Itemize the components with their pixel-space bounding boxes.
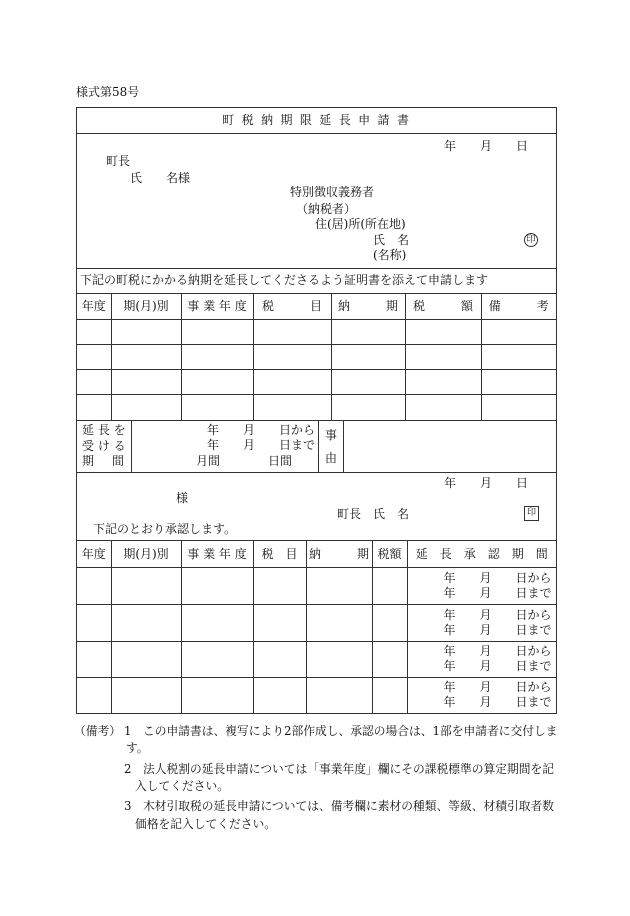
addressee: 町長 bbox=[106, 154, 131, 168]
header-tax-amount: 税額 bbox=[372, 541, 407, 567]
period-from: 年 月 日から bbox=[443, 607, 552, 622]
approval-statement: 下記のとおり承認します。 bbox=[93, 522, 237, 536]
table-cell bbox=[253, 567, 306, 604]
name-alt-label: (名称) bbox=[373, 248, 407, 262]
table-cell bbox=[181, 567, 253, 604]
table-cell bbox=[181, 394, 253, 420]
reason-cell bbox=[344, 421, 556, 472]
table-cell bbox=[253, 677, 306, 713]
period-from: 年 月 日から bbox=[443, 644, 552, 658]
header-tax-item: 税 目 bbox=[253, 541, 306, 567]
table-cell bbox=[181, 677, 253, 713]
note-text: この申請書は、複写により2部作成し、承認の場合は、1部を申請者に交付しま bbox=[143, 724, 558, 738]
request-statement: 下記の町税にかかる納期を延長してくださるよう証明書を添えて申請します bbox=[80, 273, 489, 287]
table-header-row bbox=[77, 541, 556, 567]
period-from: 年 月 日から bbox=[443, 570, 552, 585]
table-cell bbox=[77, 677, 111, 713]
header-tax-item: 税 目 bbox=[253, 294, 331, 319]
address-label: 住(居)所(所在地) bbox=[315, 217, 406, 231]
note-text: 価格を記入してください。 bbox=[135, 817, 276, 831]
table-cell bbox=[181, 344, 253, 369]
approval-date: 年 月 日 bbox=[444, 476, 529, 490]
table-cell bbox=[111, 369, 181, 394]
note-text: す。 bbox=[126, 741, 149, 755]
table-cell bbox=[77, 567, 111, 604]
table-cell bbox=[481, 319, 556, 344]
table-cell bbox=[111, 641, 181, 677]
approval-addressee-suffix: 様 bbox=[176, 491, 189, 505]
official-seal-icon: 印 bbox=[524, 506, 539, 521]
note-number: 1 bbox=[124, 724, 132, 738]
applicant-role: 特別徴収義務者 bbox=[290, 185, 375, 199]
table-row bbox=[77, 319, 556, 344]
table-cell bbox=[111, 567, 181, 604]
note-text: 法人税割の延長申請については「事業年度」欄にその課税標準の算定期間を記 bbox=[143, 762, 555, 776]
table-cell bbox=[253, 604, 306, 641]
extension-from: 年 月 日から bbox=[207, 423, 316, 437]
header-business-year: 事 業 年 度 bbox=[181, 541, 253, 567]
extension-label-line: 延 長 を bbox=[82, 423, 126, 437]
table-cell bbox=[253, 394, 331, 420]
table-cell bbox=[331, 369, 405, 394]
table-cell bbox=[372, 567, 407, 604]
extension-label-line: 受 け る bbox=[82, 439, 126, 453]
approver-label: 町長 氏 名 bbox=[337, 507, 410, 521]
applicant-role-alt: （納税者） bbox=[296, 202, 357, 216]
table-cell bbox=[253, 369, 331, 394]
note-number: 3 bbox=[124, 799, 132, 813]
extension-period-section bbox=[77, 421, 556, 473]
header-business-year: 事 業 年 度 bbox=[181, 294, 253, 319]
extension-duration: 月間 日間 bbox=[196, 454, 293, 468]
extension-to: 年 月 日まで bbox=[207, 438, 316, 452]
table-row bbox=[77, 641, 556, 677]
table-cell bbox=[181, 369, 253, 394]
table-cell bbox=[306, 641, 372, 677]
table-cell bbox=[372, 604, 407, 641]
request-table bbox=[77, 294, 556, 420]
approval-table-section bbox=[77, 541, 556, 713]
header-due-date: 納 期 bbox=[331, 294, 405, 319]
period-to: 年 月 日まで bbox=[443, 622, 552, 637]
form-number: 様式第58号 bbox=[76, 85, 140, 99]
note-number: 2 bbox=[124, 762, 132, 776]
table-cell bbox=[111, 604, 181, 641]
period-from: 年 月 日から bbox=[443, 680, 552, 695]
table-cell bbox=[405, 369, 481, 394]
header-tax-amount: 税 額 bbox=[405, 294, 481, 319]
table-cell bbox=[306, 677, 372, 713]
table-cell bbox=[181, 641, 253, 677]
approval-period-cell bbox=[407, 641, 556, 677]
header-remarks: 備 考 bbox=[481, 294, 556, 319]
table-cell bbox=[111, 344, 181, 369]
table-cell bbox=[253, 319, 331, 344]
header-fiscal-year: 年度 bbox=[77, 541, 111, 567]
table-cell bbox=[111, 394, 181, 420]
seal-mark-icon: 印 bbox=[524, 233, 538, 247]
table-cell bbox=[481, 394, 556, 420]
table-row bbox=[77, 369, 556, 394]
table-cell bbox=[111, 319, 181, 344]
approval-period-cell bbox=[407, 677, 556, 713]
table-cell bbox=[77, 344, 111, 369]
header-period: 期(月)別 bbox=[111, 541, 181, 567]
table-row bbox=[77, 344, 556, 369]
approval-section bbox=[77, 473, 556, 541]
note-text: 木材引取税の延長申請については、備考欄に素材の種類、等級、材積引取者数 bbox=[143, 799, 555, 813]
table-cell bbox=[77, 641, 111, 677]
table-cell bbox=[253, 641, 306, 677]
note-text: 入してください。 bbox=[135, 779, 229, 793]
table-cell bbox=[331, 344, 405, 369]
name-label: 氏 名 bbox=[373, 233, 410, 247]
extension-label-line: 期 間 bbox=[82, 454, 128, 468]
table-cell bbox=[405, 394, 481, 420]
extension-period-cell bbox=[132, 421, 319, 472]
period-to: 年 月 日まで bbox=[443, 585, 552, 600]
table-cell bbox=[372, 677, 407, 713]
header-approved-extension-period: 延 長 承 認 期 間 bbox=[407, 541, 556, 567]
period-to: 年 月 日まで bbox=[443, 659, 552, 673]
application-date: 年 月 日 bbox=[444, 139, 529, 153]
table-cell bbox=[77, 319, 111, 344]
addressee-name: 氏 名様 bbox=[130, 171, 191, 185]
table-cell bbox=[111, 677, 181, 713]
approval-table bbox=[77, 541, 556, 713]
table-cell bbox=[181, 319, 253, 344]
notes-label: （備考） bbox=[74, 724, 121, 738]
table-row bbox=[77, 677, 556, 713]
table-cell bbox=[77, 369, 111, 394]
table-cell bbox=[306, 604, 372, 641]
extension-label-cell bbox=[77, 421, 132, 472]
request-statement-row bbox=[77, 269, 556, 294]
form-title: 町 税 納 期 限 延 長 申 請 書 bbox=[77, 108, 556, 134]
reason-label-char: 事 bbox=[324, 428, 337, 442]
approval-period-cell bbox=[407, 604, 556, 641]
header-due-date: 納 期 bbox=[306, 541, 372, 567]
request-table-section bbox=[77, 294, 556, 421]
table-cell bbox=[77, 394, 111, 420]
reason-label-char: 由 bbox=[324, 451, 337, 465]
period-to: 年 月 日まで bbox=[443, 695, 552, 710]
header-fiscal-year: 年度 bbox=[77, 294, 111, 319]
header-period: 期(月)別 bbox=[111, 294, 181, 319]
table-cell bbox=[372, 641, 407, 677]
table-cell bbox=[481, 369, 556, 394]
reason-label-cell bbox=[319, 421, 344, 472]
table-cell bbox=[306, 567, 372, 604]
table-cell bbox=[253, 344, 331, 369]
table-row bbox=[77, 604, 556, 641]
table-cell bbox=[331, 319, 405, 344]
applicant-section bbox=[77, 134, 556, 269]
table-cell bbox=[405, 344, 481, 369]
table-row bbox=[77, 567, 556, 604]
tax-payment-extension-form bbox=[76, 107, 557, 714]
table-header-row bbox=[77, 294, 556, 319]
approval-period-cell bbox=[407, 567, 556, 604]
table-cell bbox=[181, 604, 253, 641]
table-cell bbox=[405, 319, 481, 344]
table-cell bbox=[481, 344, 556, 369]
table-cell bbox=[77, 604, 111, 641]
table-row bbox=[77, 394, 556, 420]
table-cell bbox=[331, 394, 405, 420]
